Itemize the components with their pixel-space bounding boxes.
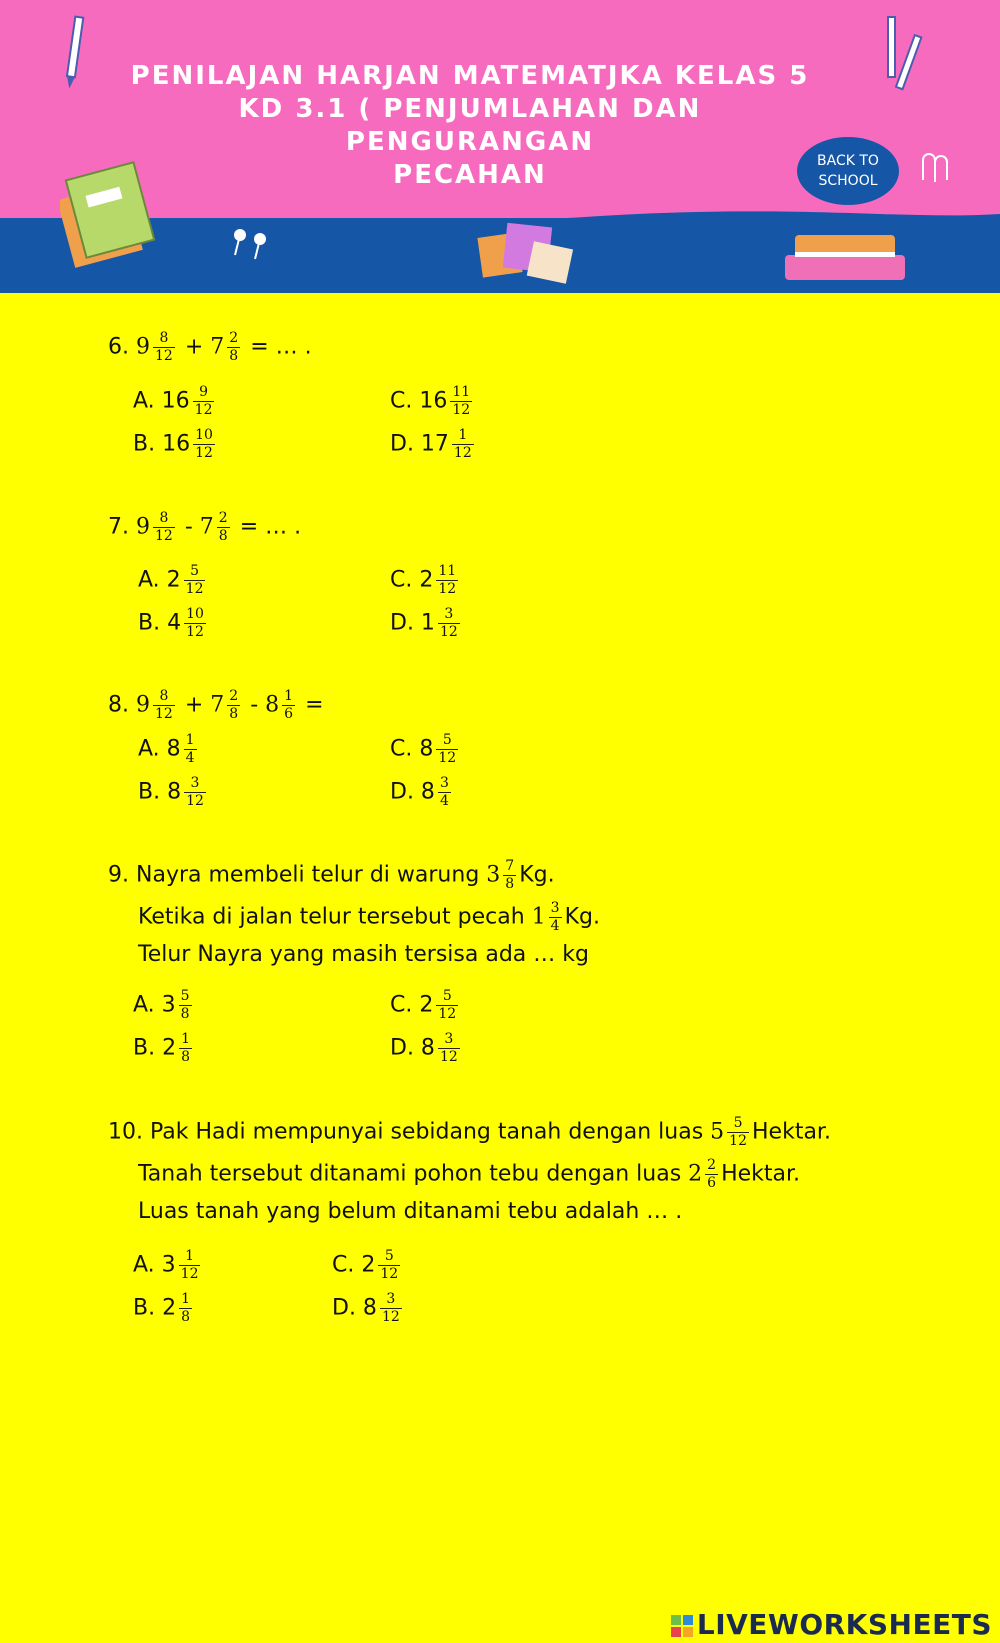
q6-option-c[interactable]: C. 16 $\frac{11}{12}$ <box>390 384 471 418</box>
q10-option-b[interactable]: B. 2 $\frac{1}{8}$ <box>133 1291 190 1325</box>
q7-option-a[interactable]: A. 2 $\frac{5}{12}$ <box>138 563 204 597</box>
q10-option-a[interactable]: A. 3 $\frac{1}{12}$ <box>133 1248 199 1282</box>
q10-option-d[interactable]: D. 8 $\frac{3}{12}$ <box>332 1291 400 1325</box>
q6-option-a[interactable]: A. 16 $\frac{9}{12}$ <box>133 384 213 418</box>
q9-option-c[interactable]: C. 2 $\frac{5}{12}$ <box>390 988 457 1022</box>
books-stack-icon <box>775 225 915 295</box>
q8-option-d[interactable]: D. 8 $\frac{3}{4}$ <box>390 775 449 809</box>
q6-option-d[interactable]: D. 17 $\frac{1}{12}$ <box>390 427 472 461</box>
paperclip-icon <box>915 150 955 190</box>
question-10-line-3: Luas tanah yang belum ditanami tebu adalah … . <box>138 1199 683 1224</box>
q6-option-b[interactable]: B. 16 $\frac{10}{12}$ <box>133 427 213 461</box>
question-10-line-1: 10. Pak Hadi mempunyai sebidang tanah dengan luas 5 $\frac{5}{12}$ Hektar. <box>108 1115 831 1149</box>
q7-option-b[interactable]: B. 4 $\frac{10}{12}$ <box>138 606 204 640</box>
question-9-line-3: Telur Nayra yang masih tersisa ada … kg <box>138 942 589 967</box>
question-7: 7. 9 $\frac{8}{12}$ - 7 $\frac{2}{8}$ = … . <box>108 510 302 544</box>
pencil-icon <box>880 15 930 100</box>
question-9-line-1: 9. Nayra membeli telur di warung 3 $\frac{7}{8}$ Kg. <box>108 858 555 892</box>
question-10-line-2: Tanah tersebut ditanami pohon tebu dengan luas 2 $\frac{2}{6}$ Hektar. <box>138 1157 801 1191</box>
q7-option-c[interactable]: C. 2 $\frac{11}{12}$ <box>390 563 457 597</box>
notebooks-icon <box>60 150 160 270</box>
q8-option-a[interactable]: A. 8 $\frac{1}{4}$ <box>138 732 195 766</box>
liveworksheets-logo[interactable]: LIVEWORKSHEETS <box>671 1608 992 1641</box>
back-to-school-badge: BACK TO SCHOOL <box>797 137 899 205</box>
question-8: 8. 9 $\frac{8}{12}$ + 7 $\frac{2}{8}$ - 8 $\frac{1}{6}$ = <box>108 688 324 722</box>
sticky-notes-icon <box>475 220 575 290</box>
liveworksheets-icon <box>671 1615 693 1637</box>
q10-option-c[interactable]: C. 2 $\frac{5}{12}$ <box>332 1248 399 1282</box>
question-9-line-2: Ketika di jalan telur tersebut pecah 1 $\frac{3}{4}$ Kg. <box>138 900 600 934</box>
q9-option-b[interactable]: B. 2 $\frac{1}{8}$ <box>133 1031 190 1065</box>
q9-option-a[interactable]: A. 3 $\frac{5}{8}$ <box>133 988 190 1022</box>
q7-option-d[interactable]: D. 1 $\frac{3}{12}$ <box>390 606 458 640</box>
q8-option-b[interactable]: B. 8 $\frac{3}{12}$ <box>138 775 204 809</box>
q9-option-d[interactable]: D. 8 $\frac{3}{12}$ <box>390 1031 458 1065</box>
q8-option-c[interactable]: C. 8 $\frac{5}{12}$ <box>390 732 457 766</box>
pushpin-icon <box>225 225 275 265</box>
question-6: 6. 9 $\frac{8}{12}$ + 7 $\frac{2}{8}$ = … . <box>108 330 312 364</box>
pencil-icon <box>55 15 95 95</box>
page-title: PENILAJAN HARJAN MATEMATJKA KELAS 5 KD 3.1 ( PENJUMLAHAN DAN PENGURANGAN PECAHAN <box>130 61 810 190</box>
